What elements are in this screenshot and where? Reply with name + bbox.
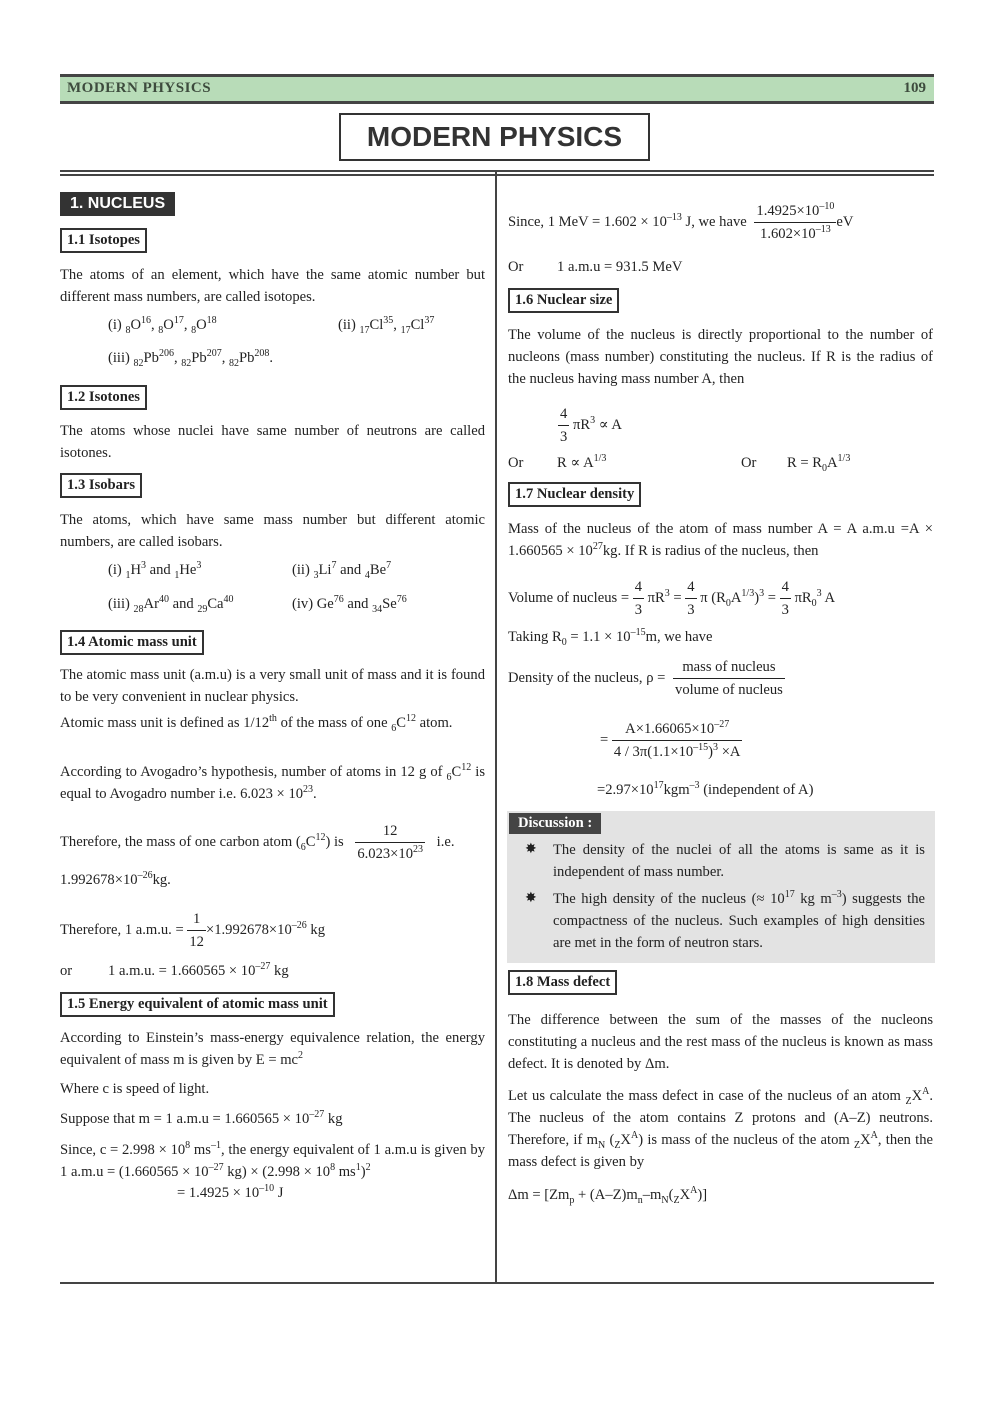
- running-header: [60, 74, 934, 104]
- heading-energy-equivalent: 1.5 Energy equivalent of atomic mass unit: [60, 992, 335, 1017]
- para-isotopes: The atoms of an element, which have the same atomic number but different mass numbers, are called isotopes.: [60, 267, 485, 305]
- carbon-mass-eq: Therefore, the mass of one carbon atom $(_6C^{12})$ is $\frac{12}{6.023\times 10^{23}}$ i.e.: [60, 820, 486, 865]
- discussion-point-1: The density of the nuclei of all the atoms is same as it is independent of mass number.: [553, 842, 925, 880]
- radius-formula: $R = R_0A^{1/3}$: [787, 453, 851, 474]
- para-isotones: The atoms whose nuclei have same number of neutrons are called isotones.: [60, 423, 485, 461]
- para-nuclear-size: The volume of the nucleus is directly proportional to the number of nucleons (mass number) constituting the nucleus. If R is the radius of the nucleus having mass number A, then: [508, 327, 933, 387]
- page-title: MODERN PHYSICS: [339, 113, 650, 161]
- amu-eq-2: 1 a.m.u. = $1.660565 \times 10^{-27}$ kg: [108, 961, 289, 979]
- amu-eq-1: Therefore, 1 a.m.u. = $\frac{1}{12}$ $\times 1.992678\times 10^{-26}$ kg: [60, 908, 325, 953]
- para-energy-2: Where c is speed of light.: [60, 1081, 210, 1097]
- column-divider: [495, 172, 497, 1284]
- isotope-ex-2: (ii) $_{17}Cl^{35}$, $_{17}Cl^{37}$: [338, 315, 435, 336]
- para-mass-defect-1: The difference between the sum of the masses of the nucleons constituting a nucleus and the rest mass of the nucleus is known as mass defect. It is denoted by Δm.: [508, 1012, 933, 1072]
- density-eq: Density of the nucleus, ρ = $\frac{\text{mass of nucleus}}{\text{volume of nucleus}}$: [508, 656, 785, 701]
- bullet-icon: ✸: [525, 842, 537, 857]
- isotope-ex-3: (iii) $_{82}Pb^{206}$, $_{82}Pb^{207}$, $_{82}Pb^{208}$.: [108, 348, 274, 369]
- bullet-icon: ✸: [525, 891, 537, 906]
- or-label-1: Or: [508, 259, 524, 275]
- carbon-mass-result: $1.992678\times 10^{-26}kg$.: [60, 870, 171, 888]
- mev-conversion: Since, 1 MeV = $1.602 \times 10^{-13}$ J, we have $\frac{1.4925\times 10^{-10}}{1.602\times 10^{-13}}$ eV: [508, 201, 854, 242]
- section-heading-nucleus: 1. NUCLEUS: [60, 192, 175, 216]
- para-energy-4: Since, $c = 2.998 \times 10^8$ $ms^{-1}$, the energy equivalent of 1 a.m.u is given by 1 $a.m.u = (1.660565 \times 10^{-27}$ $kg) \times (2.998 \times 10^8$ $ms^1)^2$: [60, 1140, 485, 1180]
- amu-eq-or: or: [60, 963, 73, 979]
- header-title: MODERN PHYSICS: [67, 80, 212, 96]
- amu-mev: 1 a.m.u = 931.5 MeV: [557, 259, 683, 275]
- para-amu-1: The atomic mass unit (a.m.u) is a very small unit of mass and it is found to be very convenient in nuclear physics.: [60, 667, 485, 705]
- top-rule: [60, 170, 934, 172]
- energy-result: = $1.4925 \times 10^{-10}$ J: [177, 1183, 284, 1201]
- top-rule-2: [60, 174, 934, 176]
- volume-proportion: $\frac{4}{3}$ $\pi R^3 \propto A$: [558, 403, 622, 448]
- density-result: $=2.97\times 10^{17}kgm^{-3}$ (independent of A): [597, 780, 814, 798]
- heading-mass-defect: 1.8 Mass defect: [508, 970, 617, 995]
- taking-r0: Taking $R_0 = 1.1 \times 10^{-15}m$, we have: [508, 627, 713, 648]
- mass-defect-eq: $\Delta m = [Zm_p + (A-Z)m_n-m_N(_ZX^A)]$: [508, 1185, 708, 1206]
- or-label-3: Or: [741, 455, 757, 471]
- heading-isotopes: 1.1 Isotopes: [60, 228, 147, 253]
- discussion-box: [507, 811, 935, 963]
- para-mass-defect-2: Let us calculate the mass defect in case of the nucleus of an atom $_ZX^A$. The nucleus of the atom contains Z protons and (A–Z) neutrons. Therefore, if $m_N$ $(_ZX^A)$ is mass of the nucleus of the atom $_ZX^A$, then the mass defect is given by: [508, 1086, 934, 1170]
- heading-nuclear-size: 1.6 Nuclear size: [508, 288, 619, 313]
- para-amu-2: Atomic mass unit is defined as 1/12th of the mass of one $_6C^{12}$ atom.: [60, 713, 453, 734]
- heading-isobars: 1.3 Isobars: [60, 473, 142, 498]
- radius-proportion: $R \propto A^{1/3}$: [557, 453, 607, 471]
- heading-isotones: 1.2 Isotones: [60, 385, 147, 410]
- para-nuclear-density: Mass of the nucleus of the atom of mass number A = A $a.m.u =A \times 1.660565 \times 10^{27}kg$. If R is radius of the nucleus, then: [508, 521, 933, 559]
- discussion-label: Discussion :: [509, 813, 601, 834]
- isotope-ex-1: (i) $_8O^{16}$, $_8O^{17}$, $_8O^{18}$: [108, 315, 217, 336]
- discussion-point-2: The high density of the nucleus (≈ $10^{17}$ kg $m^{-3}$) suggests the compactness of the nucleus. Such examples of high densities are met in the form of neutron stars.: [553, 889, 926, 951]
- isobar-ex-4: (iv) Ge$^{76}$ and $_{34}Se^{76}$: [292, 594, 407, 615]
- heading-nuclear-density: 1.7 Nuclear density: [508, 482, 641, 507]
- para-energy-1: According to Einstein’s mass-energy equivalence relation, the energy equivalent of mass m is given by $E = mc^2$: [60, 1030, 485, 1068]
- para-energy-3: Suppose that m = 1 $a.m.u = 1.660565 \times 10^{-27}$ kg: [60, 1109, 343, 1127]
- para-amu-3: According to Avogadro’s hypothesis, number of atoms in 12 g of $_6C^{12}$ is equal to Avogadro number i.e. $6.023 \times 10^{23}$.: [60, 762, 485, 802]
- isobar-ex-2: (ii) $_3Li^7$ and $_4Be^7$: [292, 560, 392, 581]
- volume-of-nucleus-eq: Volume of nucleus = $\frac{4}{3}$ $\pi R^3$ = $\frac{4}{3}$ π $(R_0A^{1/3})^3$ = $\frac{4}{3}$ $\pi R_0^3$ A: [508, 576, 835, 621]
- heading-amu: 1.4 Atomic mass unit: [60, 630, 204, 655]
- bottom-rule: [60, 1282, 934, 1284]
- page-number: 109: [903, 80, 926, 96]
- isobar-ex-3: (iii) $_{28}Ar^{40}$ and $_{29}Ca^{40}$: [108, 594, 234, 615]
- isobar-ex-1: (i) $_1H^3$ and $_1He^3$: [108, 560, 202, 581]
- density-eq-2: = $\frac{A\times 1.66065\times 10^{-27}}{4 / 3\pi(1.1\times 10^{-15})^3 \times A}$: [600, 719, 741, 760]
- para-isobars: The atoms, which have same mass number but different atomic numbers, are called isobars.: [60, 512, 485, 550]
- or-label-2: Or: [508, 455, 524, 471]
